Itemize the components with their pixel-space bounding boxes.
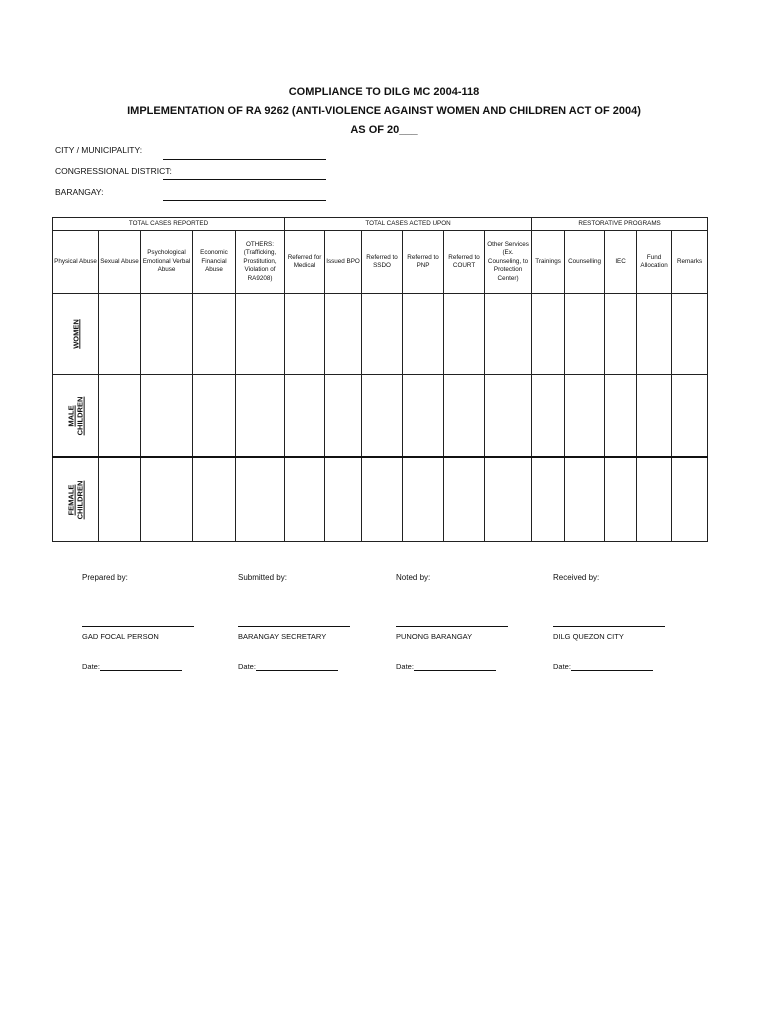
table-cell[interactable]	[605, 457, 637, 542]
table-cell[interactable]	[672, 294, 708, 375]
table-cell[interactable]	[236, 375, 285, 458]
col-referred-medical: Referred for Medical	[285, 231, 325, 294]
form-as-of: AS OF 20___	[350, 124, 418, 136]
table-cell[interactable]	[403, 375, 444, 458]
table-cell[interactable]	[325, 294, 362, 375]
table-cell[interactable]	[672, 375, 708, 458]
table-cell[interactable]	[565, 294, 605, 375]
compliance-table	[52, 217, 708, 542]
table-cell[interactable]	[403, 294, 444, 375]
role-punong-barangay: PUNONG BARANGAY	[396, 632, 473, 641]
date-line[interactable]	[100, 663, 182, 671]
date-field-punong: Date:	[396, 662, 496, 671]
table-cell[interactable]	[637, 294, 672, 375]
col-referred-ssdo: Referred to SSDO	[362, 231, 403, 294]
table-row-female-children	[53, 457, 708, 542]
col-others: OTHERS: (Trafficking, Prostitution, Violation of RA9208)	[236, 231, 285, 294]
table-cell[interactable]	[672, 457, 708, 542]
table-cell[interactable]	[532, 294, 565, 375]
col-sexual-abuse: Sexual Abuse	[99, 231, 141, 294]
city-field-line[interactable]	[163, 159, 326, 160]
table-cell[interactable]	[485, 294, 532, 375]
col-economic-abuse: Economic Financial Abuse	[193, 231, 236, 294]
table-cell[interactable]	[99, 375, 141, 458]
table-cell[interactable]	[485, 457, 532, 542]
group-restorative-programs: RESTORATIVE PROGRAMS	[532, 218, 708, 231]
role-dilg-quezon-city: DILG QUEZON CITY	[553, 632, 624, 641]
col-referred-court: Referred to COURT	[444, 231, 485, 294]
table-cell[interactable]	[444, 457, 485, 542]
table-cell[interactable]	[285, 457, 325, 542]
signature-line-gad[interactable]	[82, 626, 194, 627]
table-cell[interactable]	[362, 375, 403, 458]
table-cell[interactable]	[565, 457, 605, 542]
form-subtitle: IMPLEMENTATION OF RA 9262 (ANTI-VIOLENCE AGAINST WOMEN AND CHILDREN ACT OF 2004)	[127, 105, 641, 117]
noted-by-label: Noted by:	[396, 573, 431, 582]
group-total-cases-reported: TOTAL CASES REPORTED	[53, 218, 285, 231]
table-cell[interactable]	[362, 294, 403, 375]
table-cell[interactable]	[193, 457, 236, 542]
table-cell[interactable]	[285, 375, 325, 458]
table-cell[interactable]	[362, 457, 403, 542]
table-cell[interactable]	[605, 375, 637, 458]
signature-line-secretary[interactable]	[238, 626, 350, 627]
col-issued-bpo: Issued BPO	[325, 231, 362, 294]
barangay-field-line[interactable]	[163, 200, 326, 201]
received-by-label: Received by:	[553, 573, 600, 582]
table-cell[interactable]	[236, 457, 285, 542]
row-label-women: WOMEN	[53, 294, 99, 375]
col-fund-allocation: Fund Allocation	[637, 231, 672, 294]
row-label-male-children: MALE CHILDREN	[53, 375, 99, 458]
prepared-by-label: Prepared by:	[82, 573, 128, 582]
col-remarks: Remarks	[672, 231, 708, 294]
date-line[interactable]	[414, 663, 496, 671]
table-cell[interactable]	[532, 457, 565, 542]
table-cell[interactable]	[99, 294, 141, 375]
table-row-male-children	[53, 375, 708, 458]
date-line[interactable]	[571, 663, 653, 671]
table-cell[interactable]	[444, 294, 485, 375]
table-cell[interactable]	[236, 294, 285, 375]
table-cell[interactable]	[325, 457, 362, 542]
row-label-female-children: FEMALE CHILDREN	[53, 457, 99, 542]
table-cell[interactable]	[141, 294, 193, 375]
col-other-services: Other Services (Ex. Counseling, to Protection Center)	[485, 231, 532, 294]
col-trainings: Trainings	[532, 231, 565, 294]
district-label: CONGRESSIONAL DISTRICT:	[55, 166, 172, 176]
role-barangay-secretary: BARANGAY SECRETARY	[238, 632, 327, 641]
col-counselling: Counselling	[565, 231, 605, 294]
signature-line-dilg[interactable]	[553, 626, 665, 627]
table-cell[interactable]	[637, 457, 672, 542]
table-cell[interactable]	[285, 294, 325, 375]
table-cell[interactable]	[532, 375, 565, 458]
table-cell[interactable]	[403, 457, 444, 542]
col-psychological-abuse: Psychological Emotional Verbal Abuse	[141, 231, 193, 294]
city-label: CITY / MUNICIPALITY:	[55, 145, 143, 155]
barangay-label: BARANGAY:	[55, 187, 104, 197]
district-field-line[interactable]	[163, 179, 326, 180]
col-referred-pnp: Referred to PNP	[403, 231, 444, 294]
date-field-dilg: Date:	[553, 662, 653, 671]
table-cell[interactable]	[99, 457, 141, 542]
table-cell[interactable]	[444, 375, 485, 458]
table-cell[interactable]	[325, 375, 362, 458]
table-cell[interactable]	[141, 457, 193, 542]
date-line[interactable]	[256, 663, 338, 671]
table-cell[interactable]	[193, 294, 236, 375]
signature-line-punong[interactable]	[396, 626, 508, 627]
table-cell[interactable]	[485, 375, 532, 458]
table-row-women	[53, 294, 708, 375]
table-cell[interactable]	[565, 375, 605, 458]
group-total-cases-acted-upon: TOTAL CASES ACTED UPON	[285, 218, 532, 231]
col-physical-abuse: Physical Abuse	[53, 231, 99, 294]
table-cell[interactable]	[141, 375, 193, 458]
date-field-secretary: Date:	[238, 662, 338, 671]
form-title: COMPLIANCE TO DILG MC 2004-118	[288, 86, 480, 98]
table-cell[interactable]	[605, 294, 637, 375]
table-cell[interactable]	[193, 375, 236, 458]
col-iec: IEC	[605, 231, 637, 294]
date-field-gad: Date:	[82, 662, 182, 671]
role-gad-focal-person: GAD FOCAL PERSON	[82, 632, 159, 641]
table-cell[interactable]	[637, 375, 672, 458]
submitted-by-label: Submitted by:	[238, 573, 287, 582]
